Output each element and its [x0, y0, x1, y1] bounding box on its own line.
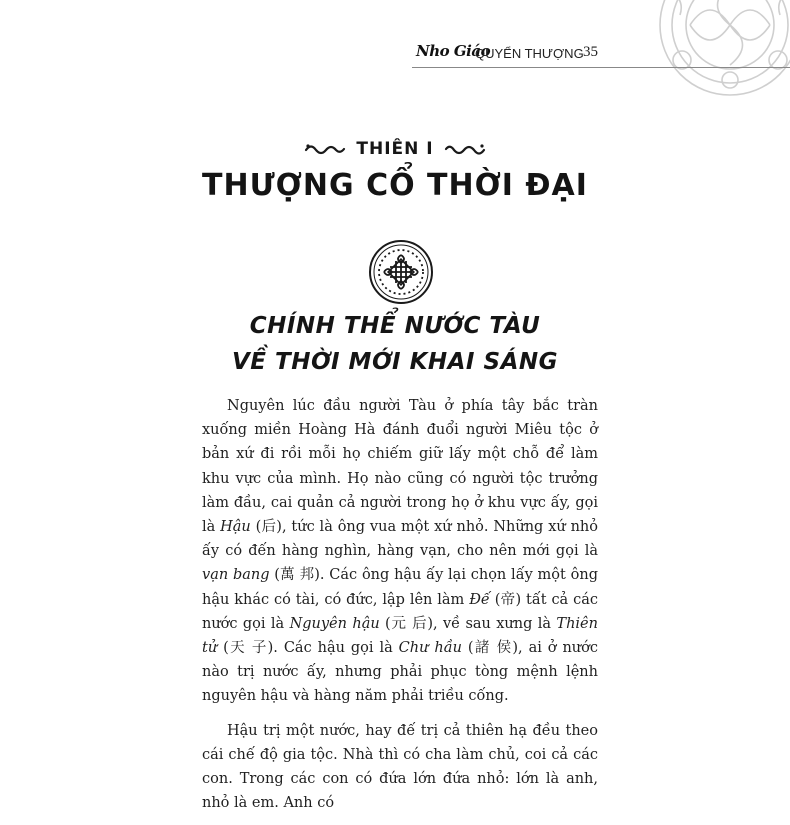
text-run: (元 后), về sau xưng là: [379, 615, 557, 632]
section-title: [0, 308, 790, 380]
book-part-label: QUYỂN THƯỢNG: [475, 46, 584, 61]
book-logo: Nho Giáo: [416, 42, 491, 60]
italic-term: Thiên tử: [202, 615, 598, 657]
italic-term: Chư hầu: [398, 640, 462, 657]
paragraph-1: [202, 394, 598, 709]
page-number: 35: [583, 44, 598, 60]
running-head: [412, 40, 790, 68]
chapter-label: [0, 138, 790, 159]
text-run: Nguyên lúc đầu người Tàu ở phía tây bắc tràn xuống miền Hoàng Hà đánh đuổi người Miêu tộc ở bản xứ đi rồi mỗi họ chiếm giữ lấy một chỗ để làm khu vực của mình. Họ nào cũng có người tộc trưởng làm đầu, cai quản cả người trong họ ở khu vực ấy, gọi là: [202, 398, 598, 536]
flourish-left-icon: [304, 142, 346, 156]
text-run: (后), tức là ông vua một xứ nhỏ. Những xứ nhỏ ấy có đến hàng nghìn, hàng vạn, cho nên mới gọi là: [202, 519, 598, 560]
italic-term: Hậu: [220, 519, 251, 536]
header-rule: [412, 67, 790, 68]
section-title-line-1: CHÍNH THỂ NƯỚC TÀU: [249, 313, 541, 339]
italic-term: Nguyên hậu: [289, 615, 380, 632]
chapter-title: THƯỢNG CỔ THỜI ĐẠI: [202, 168, 588, 203]
section-title-line-2: VỀ THỜI MỚI KHAI SÁNG: [231, 349, 558, 375]
chapter-number: THIÊN I: [356, 138, 434, 159]
text-run: (天 子). Các hậu gọi là: [217, 640, 399, 657]
body-text: [202, 394, 598, 825]
text-run: (萬 邦). Các ông hậu ấy lại chọn lấy một ông hậu khác có tài, có đức, lập lên làm: [202, 567, 598, 608]
italic-term: vạn bang: [202, 567, 270, 584]
paragraph-2: Hậu trị một nước, hay đế trị cả thiên hạ đều theo cái chế độ gia tộc. Nhà thì có cha làm chủ, coi cả các con. Trong các con có đứa lớn đứa nhỏ: lớn là anh, nhỏ là em. Anh có: [202, 722, 598, 812]
endless-knot-medallion-icon: [368, 239, 434, 305]
text-run: (帝) tất cả các nước gọi là: [202, 591, 598, 632]
flourish-right-icon: [444, 142, 486, 156]
text-run: (諸 侯), ai ở nước nào trị nước ấy, nhưng phải phục tòng mệnh lệnh nguyên hậu và hàng năm phải triều cống.: [202, 640, 598, 705]
italic-term: Đế: [469, 591, 490, 608]
